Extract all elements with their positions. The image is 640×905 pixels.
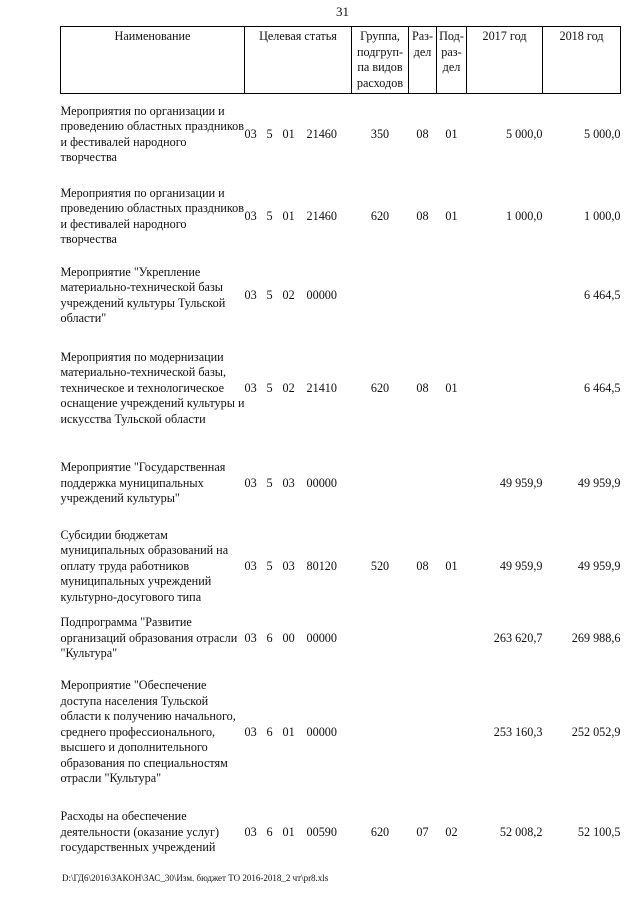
row-group [352, 668, 409, 798]
header-2018: 2018 год [543, 27, 621, 94]
code-event: 01 [282, 208, 295, 223]
row-name: Мероприятие "Обеспечение доступа населения Тульской области к получению начального, среднего профессионального, высшего и дополнительного образования по специальностям отрасли "Культура" [60, 678, 236, 786]
row-name: Мероприятия по модернизации материально-технической базы, техническое и технологическое оснащение учреждений культуры и искусства Тульской области [60, 349, 245, 426]
row-razdel: 08 [416, 558, 429, 573]
row-target-code [245, 176, 352, 258]
row-2018: 1 000,0 [583, 208, 621, 223]
row-2018: 6 464,5 [583, 287, 621, 302]
row-2017: 253 160,3 [493, 724, 543, 739]
row-2018: 252 052,9 [571, 724, 621, 739]
row-razdel: 08 [416, 208, 429, 223]
row-razdel [409, 610, 437, 668]
code-event: 00 [282, 630, 295, 645]
row-razdel [409, 444, 437, 524]
row-razdel [409, 668, 437, 798]
row-2017: 5 000,0 [505, 127, 543, 141]
row-group: 620 [370, 824, 390, 839]
row-2017: 1 000,0 [505, 208, 543, 223]
row-2017: 52 008,2 [499, 824, 543, 839]
code-subprogram: 6 [266, 630, 273, 645]
row-name: Мероприятия по организации и проведению областных праздников и фестивалей народного творчества [60, 185, 245, 246]
row-target-code [245, 610, 352, 668]
code-event: 03 [282, 558, 295, 573]
header-group: Группа, подгруп- па видов расходов [352, 27, 409, 94]
code-program: 03 [244, 208, 257, 223]
code-event: 01 [282, 824, 295, 839]
row-name: Расходы на обеспечение деятельности (оказание услуг) государственных учреждений [60, 809, 220, 855]
table-row [61, 258, 621, 334]
row-podrazdel [437, 444, 467, 524]
row-2018: 49 959,9 [577, 558, 621, 573]
table-header-row [61, 27, 621, 94]
row-name: Подпрограмма "Развитие организаций образования отрасли "Культура" [60, 615, 238, 661]
code-subprogram: 5 [266, 127, 273, 141]
row-2018: 269 988,6 [571, 630, 621, 645]
row-target-code [245, 94, 352, 176]
row-razdel: 07 [416, 824, 429, 839]
code-program: 03 [244, 558, 257, 573]
code-event: 01 [282, 127, 295, 141]
budget-table [60, 26, 621, 868]
code-direction: 00000 [306, 287, 337, 302]
code-direction: 00000 [306, 475, 337, 490]
code-direction: 80120 [306, 558, 337, 573]
row-2017: 49 959,9 [499, 558, 543, 573]
code-event: 02 [282, 380, 295, 395]
header-2017: 2017 год [467, 27, 543, 94]
code-subprogram: 5 [266, 380, 273, 395]
code-subprogram: 5 [266, 558, 273, 573]
file-path-footer: D:\ГД6\2016\ЗАКОН\ЗАС_30\Изм. бюджет ТО 2016-2018_2 чт\pr8.xls [62, 873, 329, 883]
code-program: 03 [244, 380, 257, 395]
row-2017: 263 620,7 [493, 630, 543, 645]
row-group: 620 [370, 208, 390, 223]
header-podrazdel: Под- раз- дел [437, 27, 467, 94]
row-2018: 52 100,5 [577, 824, 621, 839]
row-2017 [467, 258, 543, 334]
row-target-code [245, 258, 352, 334]
row-group [352, 610, 409, 668]
row-2017: 49 959,9 [499, 475, 543, 490]
row-2018: 6 464,5 [583, 380, 621, 395]
code-program: 03 [244, 724, 257, 739]
code-program: 03 [244, 127, 257, 141]
row-razdel: 08 [416, 380, 429, 395]
header-razdel: Раз- дел [409, 27, 437, 94]
row-2018: 5 000,0 [583, 127, 621, 141]
row-target-code [245, 334, 352, 444]
row-2018: 49 959,9 [577, 475, 621, 490]
row-podrazdel [437, 610, 467, 668]
row-target-code [245, 798, 352, 868]
table-row [61, 798, 621, 868]
row-podrazdel: 01 [445, 208, 458, 223]
code-direction: 21460 [306, 208, 337, 223]
row-podrazdel [437, 258, 467, 334]
row-group: 620 [370, 380, 390, 395]
code-subprogram: 5 [266, 287, 273, 302]
table-row [61, 334, 621, 444]
header-code: Целевая статья [245, 27, 352, 94]
row-target-code [245, 524, 352, 610]
code-direction: 00590 [306, 824, 337, 839]
code-subprogram: 5 [266, 208, 273, 223]
row-name: Мероприятие "Укрепление материально-технической базы учреждений культуры Тульской области" [60, 264, 226, 325]
code-event: 02 [282, 287, 295, 302]
row-name: Мероприятия по организации и проведению областных праздников и фестивалей народного творчества [60, 103, 245, 165]
code-program: 03 [244, 824, 257, 839]
table-row [61, 610, 621, 668]
table-row [61, 176, 621, 258]
code-direction: 00000 [306, 724, 337, 739]
table-row [61, 524, 621, 610]
row-group [352, 444, 409, 524]
row-2017 [467, 334, 543, 444]
code-direction: 00000 [306, 630, 337, 645]
row-podrazdel: 01 [445, 380, 458, 395]
row-podrazdel: 02 [445, 824, 458, 839]
code-subprogram: 6 [266, 824, 273, 839]
table-row [61, 668, 621, 798]
code-direction: 21460 [306, 127, 337, 141]
code-direction: 21410 [306, 380, 337, 395]
table-row [61, 444, 621, 524]
row-podrazdel: 01 [445, 558, 458, 573]
row-podrazdel: 01 [445, 127, 458, 141]
row-group [352, 258, 409, 334]
table-row [61, 94, 621, 176]
header-name: Наименование [61, 27, 245, 94]
row-name: Мероприятие "Государственная поддержка муниципальных учреждений культуры" [60, 460, 226, 506]
code-subprogram: 6 [266, 724, 273, 739]
code-program: 03 [244, 475, 257, 490]
row-razdel [409, 258, 437, 334]
code-event: 03 [282, 475, 295, 490]
code-event: 01 [282, 724, 295, 739]
code-program: 03 [244, 287, 257, 302]
code-program: 03 [244, 630, 257, 645]
row-razdel: 08 [416, 127, 429, 141]
row-group: 520 [370, 558, 390, 573]
code-subprogram: 5 [266, 475, 273, 490]
row-podrazdel [437, 668, 467, 798]
row-target-code [245, 444, 352, 524]
page-number: 31 [336, 4, 349, 19]
row-group: 350 [370, 127, 390, 141]
row-target-code [245, 668, 352, 798]
row-name: Субсидии бюджетам муниципальных образований на оплату труда работников муниципальных учреждений культурно-досугового типа [60, 527, 229, 604]
